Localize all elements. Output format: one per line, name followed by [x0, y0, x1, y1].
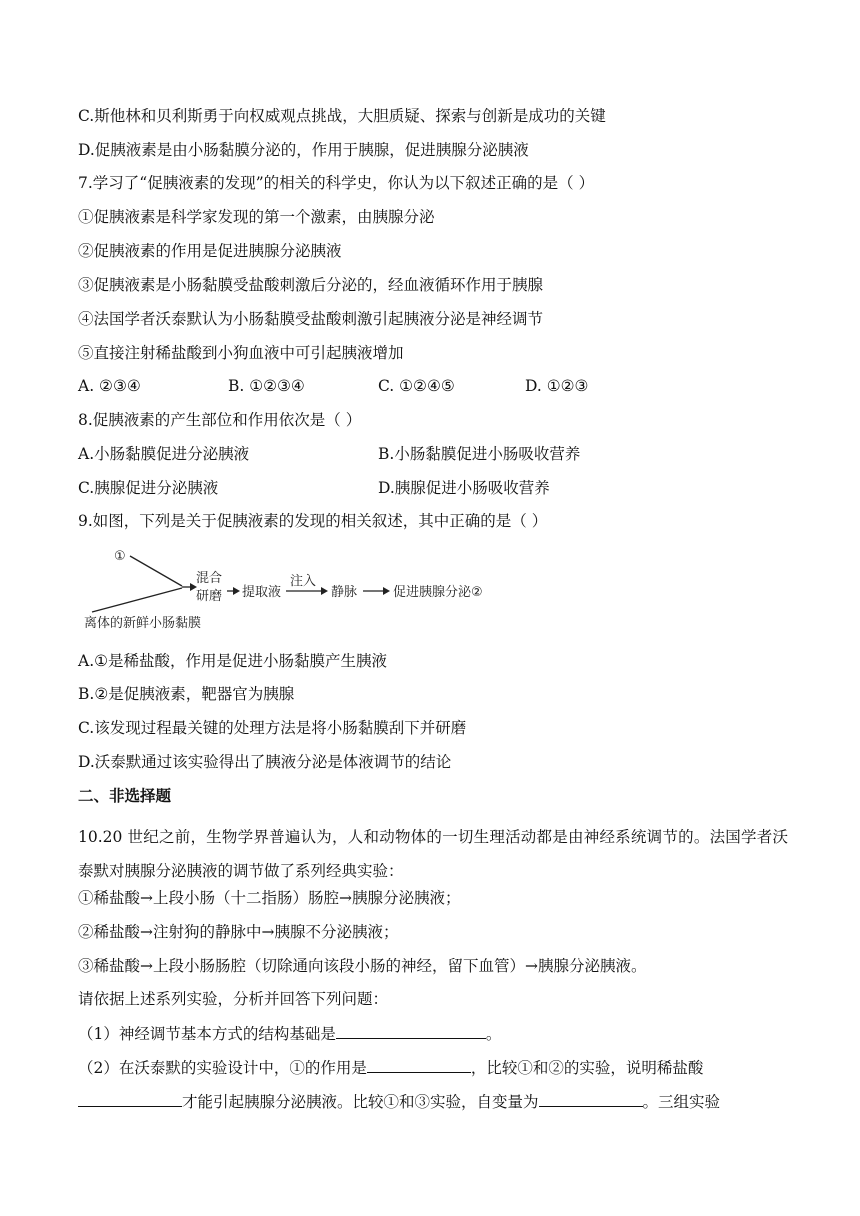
q10-experiment-3: ③稀盐酸→上段小肠肠腔（切除通向该段小肠的神经，留下血管）→胰腺分泌胰液。 — [78, 957, 647, 975]
q9-stem: 9.如图，下列是关于促胰液素的发现的相关叙述，其中正确的是（ ） — [78, 512, 548, 530]
q9-experiment-diagram — [84, 540, 514, 632]
q7-option-b: B. ①②③④ — [228, 377, 305, 395]
q7-item-1: ①促胰液素是科学家发现的第一个激素，由胰腺分泌 — [78, 208, 435, 226]
diagram-label-1: ① — [114, 549, 126, 564]
q10-experiment-2: ②稀盐酸→注射狗的静脉中→胰腺不分泌胰液； — [78, 923, 399, 941]
q6-option-d: D.促胰液素是由小肠黏膜分泌的，作用于胰腺，促进胰腺分泌胰液 — [78, 141, 529, 159]
q7-item-2: ②促胰液素的作用是促进胰腺分泌胰液 — [78, 242, 342, 260]
q10-sub1-text: （1）神经调节基本方式的结构基础是 — [78, 1025, 336, 1043]
diagram-inject-label: 注入 — [290, 574, 317, 589]
q7-item-3: ③促胰液素是小肠黏膜受盐酸刺激后分泌的，经血液循环作用于胰腺 — [78, 276, 544, 294]
q10-sub1 — [78, 1023, 788, 1044]
answer-blank-4[interactable] — [539, 1091, 643, 1107]
q9-option-b: B.②是促胰液素，靶器官为胰腺 — [78, 685, 295, 703]
q8-option-d: D.胰腺促进小肠吸收营养 — [378, 479, 550, 497]
q8-options-row-2 — [78, 478, 788, 498]
diagram-branch-lower — [92, 588, 182, 612]
q7-item-5: ⑤直接注射稀盐酸到小狗血液中可引起胰液增加 — [78, 344, 404, 362]
q10-experiment-1: ①稀盐酸→上段小肠（十二指肠）肠腔→胰腺分泌胰液； — [78, 889, 461, 907]
diagram-extract-label: 提取液 — [242, 585, 282, 600]
q7-option-d: D. ①②③ — [525, 377, 589, 395]
answer-blank-2[interactable] — [367, 1057, 471, 1073]
diagram-arrowhead-inject — [321, 587, 328, 595]
diagram-arrowhead-extract — [233, 587, 240, 595]
q9-option-c: C.该发现过程最关键的处理方法是将小肠黏膜刮下并研磨 — [78, 719, 467, 737]
q7-option-a: A. ②③④ — [78, 377, 141, 395]
q10-sub2-text-d: 。三组实验 — [642, 1093, 721, 1111]
answer-blank-1[interactable] — [336, 1023, 486, 1039]
diagram-arrowhead-result — [383, 587, 390, 595]
q7-options — [78, 376, 788, 396]
diagram-mix-label: 混合 — [196, 571, 223, 586]
q9-option-a: A.①是稀盐酸，作用是促进小肠黏膜产生胰液 — [78, 652, 388, 670]
q10-prompt: 请依据上述系列实验，分析并回答下列问题： — [78, 990, 389, 1008]
q10-sub1-end: 。 — [485, 1025, 502, 1043]
q10-intro: 10.20 世纪之前，生物学界普遍认为，人和动物体的一切生理活动都是由神经系统调节的。法国学者沃泰默对胰腺分泌胰液的调节做了系列经典实验： — [78, 828, 788, 880]
q7-item-4: ④法国学者沃泰默认为小肠黏膜受盐酸刺激引起胰液分泌是神经调节 — [78, 310, 544, 328]
q7-option-c: C. ①②④⑤ — [378, 377, 455, 395]
diagram-branch-upper — [130, 556, 182, 586]
q6-option-c: C.斯他林和贝利斯勇于向权威观点挑战，大胆质疑、探索与创新是成功的关键 — [78, 107, 606, 125]
diagram-source-label: 离体的新鲜小肠黏膜 — [84, 616, 202, 631]
q10-sub2-line1 — [78, 1057, 788, 1078]
q8-option-b: B.小肠黏膜促进小肠吸收营养 — [378, 445, 581, 463]
diagram-result-label: 促进胰腺分泌② — [393, 585, 483, 600]
q8-option-a: A.小肠黏膜促进分泌胰液 — [78, 445, 250, 463]
q8-options-row-1 — [78, 444, 788, 464]
q10-sub2-text-c: 才能引起胰腺分泌胰液。比较①和③实验，自变量为 — [182, 1093, 539, 1111]
answer-blank-3[interactable] — [78, 1091, 182, 1107]
q10-sub2-text-a: （2）在沃泰默的实验设计中，①的作用是 — [78, 1059, 367, 1077]
section-heading: 二、非选择题 — [78, 786, 172, 805]
q8-stem: 8.促胰液素的产生部位和作用依次是（ ） — [78, 411, 362, 429]
q8-option-c: C.胰腺促进分泌胰液 — [78, 479, 219, 497]
q10-sub2-line2 — [78, 1091, 788, 1112]
diagram-vein-label: 静脉 — [331, 585, 358, 600]
q7-stem: 7.学习了“促胰液素的发现”的相关的科学史，你认为以下叙述正确的是（ ） — [78, 174, 595, 192]
q9-option-d: D.沃泰默通过该实验得出了胰液分泌是体液调节的结论 — [78, 753, 452, 771]
q10-sub2-text-b: ，比较①和②的实验，说明稀盐酸 — [470, 1059, 704, 1077]
diagram-grind-label: 研磨 — [196, 589, 223, 604]
